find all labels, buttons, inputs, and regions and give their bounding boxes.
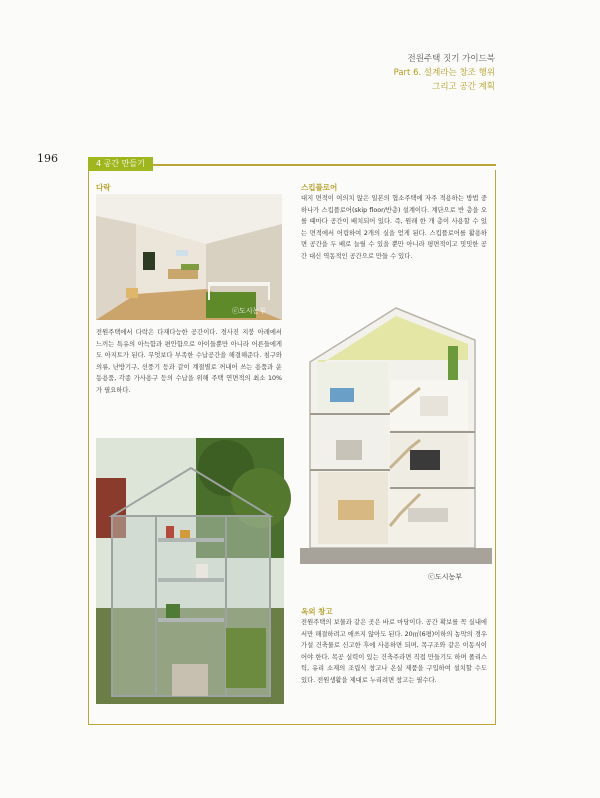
attic-body: 전원주택에서 다락은 다재다능한 공간이다. 경사진 지붕 아래에서 느끼는 특유의 아늑함과 편안함으로 아이들뿐만 아니라 어른들에게도 아지트가 된다. 무엇보다 부족한 수납공간을 해결해준다. 침구와 의류, 난방기구, 선풍기 등과 같이 계절별로 꺼내어 쓰는 용품과 운동용품, 각종 가사용구 등의 수납을 위해 주택 연면적의 최소 10%가 필요하다.	[96, 329, 282, 394]
house-cutaway-illustration	[300, 300, 492, 570]
outdoor-storage-title: 옥외 창고	[301, 607, 333, 616]
section-tag: 4 공간 만들기	[88, 157, 153, 171]
part-title: Part 6. 설계라는 창조 행위	[393, 68, 495, 78]
attic-illustration	[96, 194, 282, 320]
skip-floor-title: 스킵플로어	[301, 183, 338, 192]
attic-photo	[96, 194, 282, 320]
page-number: 196	[37, 152, 58, 165]
greenhouse-photo	[96, 438, 284, 704]
attic-photo-credit: ⓒ도시농부	[232, 307, 267, 315]
book-title: 전원주택 짓기 가이드북	[407, 54, 495, 64]
skip-floor-body: 대지 면적이 여의치 않은 일본의 협소주택에 자주 적용하는 방법 중 하나가 스킵플로어(skip floor/반층) 설계이다. 계단으로 반 층을 오를 때마다 공간이 배치되어 있다. 즉, 원래 한 개 층이 사용할 수 있는 면적에서 어림하여 2개의 실을 얻게 된다. 스킵플로어를 활용하면 공간을 두 배로 늘릴 수 있을 뿐만 아니라 평면적이고 밋밋한 공간 대신 역동적인 공간으로 만들 수 있다.	[301, 195, 487, 260]
outdoor-storage-body: 전원주택의 보물과 같은 곳은 바로 마당이다. 공간 확보를 꼭 실내에서만 해결하려고 애쓰지 않아도 된다. 20㎡(6평)이하의 농막의 경우 가설 건축물로 신고한 후에 사용하면 되며, 목구조와 같은 이동식이어야 한다. 목공 실력이 있는 건축주라면 직접 만들기도 하며 폴리스틱, 유리 소재의 조립식 창고나 온실 제품을 구입하여 설치할 수도 있다. 전원생활을 제대로 누리려면 창고는 필수다.	[301, 619, 487, 684]
greenhouse-illustration	[96, 438, 284, 704]
attic-title: 다락	[96, 183, 111, 192]
part-subtitle: 그리고 공간 계획	[432, 82, 495, 92]
skip-floor-section-drawing	[300, 300, 492, 581]
skip-floor-credit: ⓒ도시농부	[428, 573, 463, 581]
